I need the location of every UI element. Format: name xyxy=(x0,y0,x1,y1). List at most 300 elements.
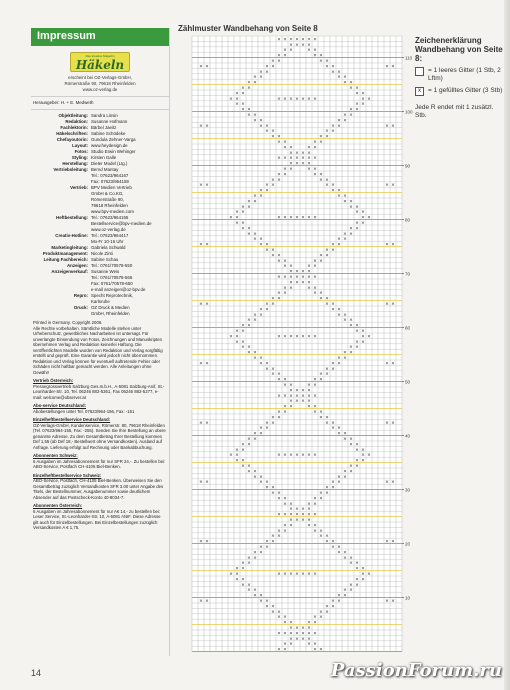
filled-cell: × xyxy=(283,501,287,507)
filled-cell: × xyxy=(277,296,281,302)
filled-cell: × xyxy=(355,91,359,97)
distribution-section xyxy=(31,473,169,501)
filled-cell: × xyxy=(313,285,317,291)
filled-cell: × xyxy=(295,512,299,518)
filled-cell: × xyxy=(289,37,293,43)
staff-value: Tel.: 07623/964417 Mo-Fr 10-16 Uhr xyxy=(91,233,129,244)
filled-cell: × xyxy=(271,534,275,540)
filled-cell: × xyxy=(283,291,287,297)
filled-cell: × xyxy=(283,156,287,162)
filled-cell: × xyxy=(259,431,263,437)
filled-cell: × xyxy=(295,269,299,275)
distribution-section xyxy=(31,403,169,414)
filled-cell: × xyxy=(337,123,341,129)
filled-cell: × xyxy=(283,572,287,577)
filled-cell: × xyxy=(271,296,275,302)
filled-cell: × xyxy=(331,545,335,550)
filled-cell: × xyxy=(199,183,203,189)
filled-cell: × xyxy=(277,609,281,615)
filled-cell: × xyxy=(325,248,329,253)
watermark: PassionForum.ru xyxy=(330,660,502,681)
filled-cell: × xyxy=(307,167,311,172)
filled-cell: × xyxy=(247,226,251,232)
filled-cell: × xyxy=(337,312,341,318)
filled-cell: × xyxy=(307,620,311,626)
filled-cell: × xyxy=(331,188,335,194)
filled-cell: × xyxy=(289,215,293,221)
filled-cell: × xyxy=(289,626,293,631)
filled-cell: × xyxy=(259,194,263,199)
filled-cell: × xyxy=(253,113,257,118)
filled-cell: × xyxy=(307,393,311,399)
filled-cell: × xyxy=(241,458,245,464)
legend-item-label: = 1 gefülltes Gitter (3 Stb) xyxy=(428,87,503,94)
filled-cell: × xyxy=(343,237,347,243)
section-text: 6 Ausgaben im Jahresabonnement für nur SFR 24,-. Zu bestellen bei: ABO-Service, Postfach CH-4105 Biel-Benken. xyxy=(33,458,166,469)
filled-cell: × xyxy=(247,437,251,442)
filled-cell: × xyxy=(283,496,287,502)
filled-cell: × xyxy=(331,69,335,75)
filled-cell: × xyxy=(241,226,245,232)
filled-cell: × xyxy=(253,75,257,81)
filled-cell: × xyxy=(367,572,371,577)
filled-cell: × xyxy=(253,356,257,361)
filled-cell: × xyxy=(289,280,293,286)
filled-cell: × xyxy=(295,631,299,637)
filled-cell: × xyxy=(247,345,251,351)
filled-cell: × xyxy=(313,156,317,162)
filled-cell: × xyxy=(325,64,329,70)
filled-cell: × xyxy=(295,334,299,340)
filled-cell: × xyxy=(325,534,329,540)
filled-cell: × xyxy=(241,442,245,448)
filled-cell: × xyxy=(265,129,269,135)
filled-cell: × xyxy=(289,507,293,513)
filled-cell: × xyxy=(289,642,293,648)
filled-cell: × xyxy=(301,388,305,394)
filled-cell: × xyxy=(253,237,257,243)
filled-cell: × xyxy=(271,129,275,135)
filled-cell: × xyxy=(343,474,347,480)
filled-cell: × xyxy=(325,296,329,302)
imprint-column xyxy=(31,28,170,656)
filled-cell: × xyxy=(259,307,263,313)
filled-cell: × xyxy=(295,96,299,102)
filled-cell: × xyxy=(271,366,275,372)
staff-role: Fachlektorin: xyxy=(60,125,88,130)
filled-cell: × xyxy=(277,512,281,518)
filled-cell: × xyxy=(307,37,311,43)
filled-cell: × xyxy=(271,248,275,253)
staff-value: Nicole Zinti xyxy=(91,251,113,256)
filled-cell: × xyxy=(265,420,269,426)
filled-cell: × xyxy=(325,302,329,307)
publisher-line: www.oz-verlag.de xyxy=(82,87,118,92)
filled-cell: × xyxy=(349,345,353,351)
filled-cell: × xyxy=(247,231,251,237)
filled-cell: × xyxy=(205,539,209,545)
filled-cell: × xyxy=(283,258,287,264)
filled-cell: × xyxy=(283,96,287,102)
filled-cell: × xyxy=(391,539,395,545)
filled-cell: × xyxy=(247,113,251,118)
filled-cell: × xyxy=(337,426,341,432)
filled-cell: × xyxy=(355,447,359,453)
filled-cell: × xyxy=(307,388,311,394)
filled-cell: × xyxy=(235,572,239,577)
filled-cell: × xyxy=(325,183,329,189)
filled-cell: × xyxy=(385,420,389,426)
filled-cell: × xyxy=(355,561,359,567)
filled-cell: × xyxy=(319,172,323,178)
filled-cell: × xyxy=(343,588,347,594)
filled-cell: × xyxy=(289,404,293,410)
filled-cell: × xyxy=(205,599,209,604)
filled-cell: × xyxy=(337,545,341,550)
filled-cell: × xyxy=(343,469,347,475)
filled-cell: × xyxy=(325,539,329,545)
filled-cell: × xyxy=(199,242,203,248)
staff-role: Leitung Fachbereich: xyxy=(43,257,88,262)
filled-cell: × xyxy=(391,599,395,604)
filled-cell: × xyxy=(271,183,275,189)
staff-role: Objektleitung: xyxy=(58,113,88,118)
filled-cell: × xyxy=(343,194,347,199)
filled-cell: × xyxy=(205,302,209,307)
filled-cell: × xyxy=(283,285,287,291)
filled-cell: × xyxy=(301,156,305,162)
filled-cell: × xyxy=(247,588,251,594)
filled-cell: × xyxy=(241,86,245,91)
filled-cell: × xyxy=(229,96,233,102)
staff-value: Sandra Linsin xyxy=(91,113,118,118)
filled-cell: × xyxy=(265,242,269,248)
filled-cell: × xyxy=(289,96,293,102)
filled-cell: × xyxy=(313,512,317,518)
filled-cell: × xyxy=(205,64,209,70)
filled-cell: × xyxy=(295,388,299,394)
filled-cell: × xyxy=(253,437,257,442)
filled-cell: × xyxy=(343,431,347,437)
filled-cell: × xyxy=(325,420,329,426)
filled-cell: × xyxy=(343,550,347,556)
filled-cell: × xyxy=(235,91,239,97)
filled-cell: × xyxy=(319,59,323,64)
filled-cell: × xyxy=(265,599,269,604)
filled-cell: × xyxy=(307,48,311,54)
filled-cell: × xyxy=(313,48,317,54)
filled-cell: × xyxy=(391,302,395,307)
filled-cell: × xyxy=(241,91,245,97)
filled-cell: × xyxy=(313,572,317,577)
filled-cell: × xyxy=(331,129,335,135)
filled-cell: × xyxy=(265,361,269,367)
filled-cell: × xyxy=(289,167,293,172)
logo-title: Häkeln xyxy=(75,58,125,72)
filled-cell: × xyxy=(337,550,341,556)
publisher-line: erscheint bei OZ-Verlags-GmbH, xyxy=(68,75,132,80)
filled-cell: × xyxy=(319,609,323,615)
filled-cell: × xyxy=(337,593,341,599)
filled-cell: × xyxy=(325,59,329,64)
filled-cell: × xyxy=(289,48,293,54)
filled-cell: × xyxy=(307,518,311,523)
filled-cell: × xyxy=(253,80,257,86)
filled-cell: × xyxy=(199,599,203,604)
staff-value: Susanne Weis Tel.: 0761/70578-566 Fax: 0761/70578-650 e-mail anzeigen@oz-bpv.de xyxy=(91,269,146,292)
filled-cell: × xyxy=(307,512,311,518)
filled-cell: × xyxy=(301,518,305,523)
staff-role: Herstellung: xyxy=(62,161,88,166)
filled-cell: × xyxy=(247,199,251,205)
filled-cell: × xyxy=(283,140,287,145)
filled-cell: × xyxy=(391,420,395,426)
filled-cell: × xyxy=(343,199,347,205)
distribution-section xyxy=(31,503,169,531)
filled-cell: × xyxy=(241,339,245,345)
filled-cell: × xyxy=(229,215,233,221)
chart-title: Zählmuster Wandbehang von Seite 8 xyxy=(178,24,318,33)
filled-cell: × xyxy=(241,102,245,108)
staff-role: Anzeigenverkauf: xyxy=(51,269,88,274)
filled-cell: × xyxy=(307,280,311,286)
filled-cell: × xyxy=(313,377,317,383)
filled-cell: × xyxy=(319,410,323,415)
filled-cell: × xyxy=(229,453,233,459)
filled-cell: × xyxy=(349,86,353,91)
filled-cell: × xyxy=(259,426,263,432)
filled-cell: × xyxy=(283,37,287,43)
filled-cell: × xyxy=(295,275,299,280)
filled-cell: × xyxy=(265,188,269,194)
filled-cell: × xyxy=(295,453,299,459)
filled-cell: × xyxy=(277,59,281,64)
filled-cell: × xyxy=(295,37,299,43)
filled-cell: × xyxy=(313,291,317,297)
filled-cell: × xyxy=(271,253,275,259)
filled-cell: × xyxy=(301,42,305,48)
legend-item-label: = 1 leeres Gitter (1 Stb, 2 Lftm) xyxy=(428,67,501,82)
filled-cell: × xyxy=(205,420,209,426)
filled-cell: × xyxy=(367,215,371,221)
filled-cell: × xyxy=(385,183,389,189)
filled-cell: × xyxy=(283,620,287,626)
filled-cell: × xyxy=(247,582,251,588)
filled-cell: × xyxy=(277,53,281,59)
filled-cell: × xyxy=(235,210,239,216)
filled-cell: × xyxy=(355,102,359,108)
filled-cell: × xyxy=(361,215,365,221)
filled-cell: × xyxy=(337,75,341,81)
filled-cell: × xyxy=(313,647,317,653)
filled-cell: × xyxy=(247,204,251,210)
filled-cell: × xyxy=(343,318,347,324)
filled-cell: × xyxy=(337,307,341,313)
filled-cell: × xyxy=(307,269,311,275)
filled-cell: × xyxy=(295,215,299,221)
filled-cell: × xyxy=(277,37,281,43)
row-label: 50 xyxy=(405,379,411,385)
filled-cell: × xyxy=(283,404,287,410)
filled-cell: × xyxy=(289,334,293,340)
filled-cell: × xyxy=(307,636,311,642)
filled-cell: × xyxy=(235,566,239,572)
filled-cell: × xyxy=(253,231,257,237)
filled-cell: × xyxy=(283,410,287,415)
filled-cell: × xyxy=(325,485,329,491)
staff-value: Studio Erwin Wehinger xyxy=(91,149,136,154)
filled-cell: × xyxy=(283,48,287,54)
section-title: Abonnenten Österreich: xyxy=(33,503,83,508)
staff-role: Produktmanagement: xyxy=(42,251,88,256)
filled-cell: × xyxy=(271,485,275,491)
filled-cell: × xyxy=(277,615,281,621)
filled-cell: × xyxy=(337,118,341,124)
filled-cell: × xyxy=(259,361,263,367)
filled-cell: × xyxy=(331,242,335,248)
filled-cell: × xyxy=(301,96,305,102)
filled-cell: × xyxy=(361,329,365,334)
filled-cell: × xyxy=(355,582,359,588)
staff-value: Tel.: 0761/70578-550 xyxy=(91,263,133,268)
staff-row xyxy=(31,233,169,245)
filled-cell: × xyxy=(349,469,353,475)
filled-cell: × xyxy=(241,582,245,588)
filled-cell: × xyxy=(271,604,275,610)
filled-cell: × xyxy=(331,599,335,604)
filled-cell: × xyxy=(331,366,335,372)
filled-cell: × xyxy=(313,258,317,264)
filled-cell: × xyxy=(301,399,305,405)
filled-cell: × xyxy=(349,582,353,588)
filled-cell: × xyxy=(307,264,311,270)
filled-cell: × xyxy=(199,539,203,545)
filled-cell: × xyxy=(385,361,389,367)
row-label: 80 xyxy=(405,217,411,223)
filled-cell: × xyxy=(313,496,317,502)
filled-cell: × xyxy=(307,145,311,151)
filled-cell: × xyxy=(271,609,275,615)
filled-cell: × xyxy=(337,356,341,361)
filled-cell: × xyxy=(271,372,275,378)
filled-cell: × xyxy=(253,350,257,356)
filled-cell: × xyxy=(289,388,293,394)
filled-cell: × xyxy=(199,420,203,426)
page-number: 14 xyxy=(31,668,42,678)
filled-cell: × xyxy=(253,593,257,599)
filled-cell: × xyxy=(349,199,353,205)
staff-row xyxy=(31,215,169,233)
filled-cell: × xyxy=(289,636,293,642)
filled-cell: × xyxy=(277,453,281,459)
row-label: 70 xyxy=(405,271,411,277)
filled-cell: × xyxy=(307,96,311,102)
page-spine xyxy=(504,0,510,690)
filled-cell: × xyxy=(301,280,305,286)
staff-value: Tel.: 07623/964155 Bestellservice@bpv-medien.de www.oz-verlag.de xyxy=(91,215,152,232)
filled-cell: × xyxy=(265,366,269,372)
filled-cell: × xyxy=(385,302,389,307)
row-label: 40 xyxy=(405,433,411,439)
filled-cell: × xyxy=(313,523,317,529)
filled-cell: × xyxy=(253,555,257,561)
filled-cell: × xyxy=(277,372,281,378)
filled-cell: × xyxy=(337,431,341,437)
filled-cell: × xyxy=(277,140,281,145)
filled-cell: × xyxy=(313,404,317,410)
filled-cell: × xyxy=(277,410,281,415)
filled-cell: × xyxy=(343,80,347,86)
filled-cell: × xyxy=(229,572,233,577)
filled-cell: × xyxy=(313,275,317,280)
filled-cell: × xyxy=(277,172,281,178)
filled-cell: × xyxy=(355,221,359,226)
filled-cell: × xyxy=(349,323,353,329)
filled-cell: × xyxy=(283,215,287,221)
filled-cell: × xyxy=(391,64,395,70)
filled-cell: × xyxy=(247,107,251,113)
filled-cell: × xyxy=(361,221,365,226)
filled-cell: × xyxy=(331,302,335,307)
chart-grid xyxy=(190,34,413,654)
filled-cell: × xyxy=(325,177,329,183)
staff-role: Layout: xyxy=(72,143,88,148)
staff-role: Creativ-Hotline: xyxy=(55,233,88,238)
filled-cell: × xyxy=(289,269,293,275)
filled-cell: × xyxy=(235,447,239,453)
staff-value: BPV Medien Vertrieb GmbH & Co.KG, Römerstraße 90, 79618 Rheinfelden www.bpv-medien.com xyxy=(91,185,134,214)
filled-cell: × xyxy=(277,491,281,496)
filled-cell: × xyxy=(355,345,359,351)
filled-cell: × xyxy=(343,312,347,318)
filled-cell: × xyxy=(391,183,395,189)
filled-cell: × xyxy=(235,102,239,108)
filled-cell: × xyxy=(319,534,323,540)
filled-cell: × xyxy=(343,593,347,599)
filled-cell: × xyxy=(319,291,323,297)
filled-cell: × xyxy=(301,453,305,459)
filled-cell: × xyxy=(247,86,251,91)
filled-cell: × xyxy=(259,480,263,486)
filled-cell: × xyxy=(319,134,323,140)
legend-item-empty xyxy=(415,67,505,83)
filled-cell: × xyxy=(307,334,311,340)
filled-cell: × xyxy=(247,442,251,448)
filled-cell: × xyxy=(319,177,323,183)
filled-cell: × xyxy=(265,302,269,307)
section-title: Abo-service Deutschland: xyxy=(33,403,87,408)
filled-cell: × xyxy=(289,399,293,405)
filled-cell: × xyxy=(289,156,293,162)
filled-cell: × xyxy=(313,453,317,459)
filled-cell: × xyxy=(349,231,353,237)
staff-role: Chefayoutorin: xyxy=(56,137,88,142)
staff-role: Anzeigen: xyxy=(67,263,88,268)
filled-cell: × xyxy=(283,167,287,172)
filled-cell: × xyxy=(235,96,239,102)
filled-cell: × xyxy=(355,226,359,232)
legend-item-filled xyxy=(415,87,505,96)
filled-cell: × xyxy=(283,453,287,459)
filled-cell: × xyxy=(235,215,239,221)
row-label: 30 xyxy=(405,487,411,493)
filled-cell: × xyxy=(319,496,323,502)
filled-cell: × xyxy=(307,285,311,291)
filled-cell: × xyxy=(277,496,281,502)
filled-cell: × xyxy=(319,377,323,383)
filled-cell: × xyxy=(199,361,203,367)
filled-cell: × xyxy=(283,172,287,178)
